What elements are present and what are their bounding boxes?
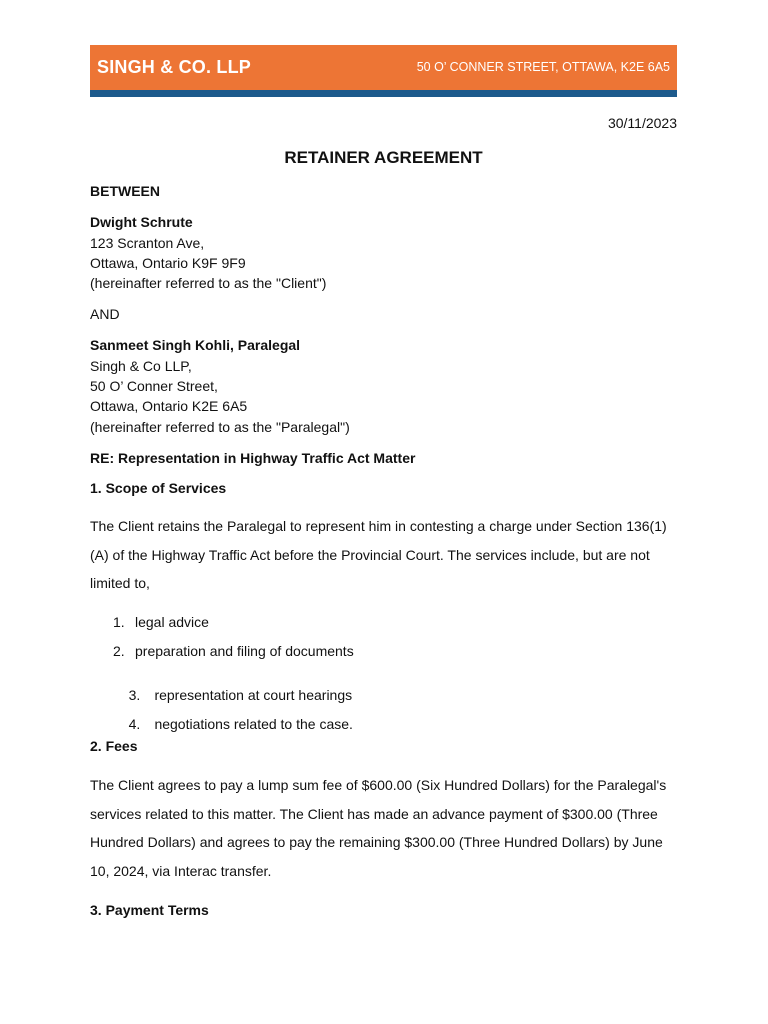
client-name: Dwight Schrute xyxy=(90,214,193,230)
list-item-text: legal advice xyxy=(135,614,209,630)
section-body-fees: The Client agrees to pay a lump sum fee of $600.00 (Six Hundred Dollars) for the Paralegal's services related to this matter. The Client has made an advance payment of $300.00 (Three Hundred Dollars) and agrees to pay the remaining $300.00 (Three Hundred Dollars) by June 10, 2024, via Interac transfer. xyxy=(90,777,667,879)
list-item-number: 2. xyxy=(113,643,125,659)
paralegal-name: Sanmeet Singh Kohli, Paralegal xyxy=(90,337,301,353)
list-item-text: representation at court hearings xyxy=(150,687,353,703)
firm-address: 50 O’ CONNER STREET, OTTAWA, K2E 6A5 xyxy=(416,60,670,74)
section-heading-scope: 1. Scope of Services xyxy=(90,480,227,496)
firm-name: SINGH & CO. LLP xyxy=(97,57,252,77)
between-label: BETWEEN xyxy=(90,183,160,199)
paralegal-referred-as: (hereinafter referred to as the "Paralegal") xyxy=(90,419,350,435)
section-heading-fees: 2. Fees xyxy=(90,738,138,754)
list-item xyxy=(113,700,353,748)
list-item xyxy=(113,643,354,659)
client-address-line1: 123 Scranton Ave, xyxy=(90,235,205,251)
client-referred-as: (hereinafter referred to as the "Client") xyxy=(90,275,327,291)
list-item-number: 1. xyxy=(113,614,125,630)
client-address-line2: Ottawa, Ontario K9F 9F9 xyxy=(90,255,246,271)
section-body-scope: The Client retains the Paralegal to represent him in contesting a charge under Section 136(1)(A) of the Highway Traffic Act before the Provincial Court. The services include, but are not limited to, xyxy=(90,518,667,591)
re-line: RE: Representation in Highway Traffic Act Matter xyxy=(90,450,416,466)
section-heading-payment-terms: 3. Payment Terms xyxy=(90,902,209,918)
letterhead xyxy=(90,45,677,97)
letterhead-stripe xyxy=(90,90,677,97)
list-item-text: preparation and filing of documents xyxy=(135,643,354,659)
list-item-number: 3. xyxy=(128,687,141,703)
document-title: RETAINER AGREEMENT xyxy=(284,148,483,167)
paralegal-address-line1: 50 O’ Conner Street, xyxy=(90,378,218,394)
paralegal-firm: Singh & Co LLP, xyxy=(90,358,192,374)
list-item xyxy=(113,614,209,630)
and-label: AND xyxy=(90,306,120,322)
list-item-number: 4. xyxy=(128,716,141,732)
paralegal-address-line2: Ottawa, Ontario K2E 6A5 xyxy=(90,398,248,414)
document-page xyxy=(90,45,677,918)
list-item-text: negotiations related to the case. xyxy=(150,716,353,732)
document-date: 30/11/2023 xyxy=(607,115,677,131)
